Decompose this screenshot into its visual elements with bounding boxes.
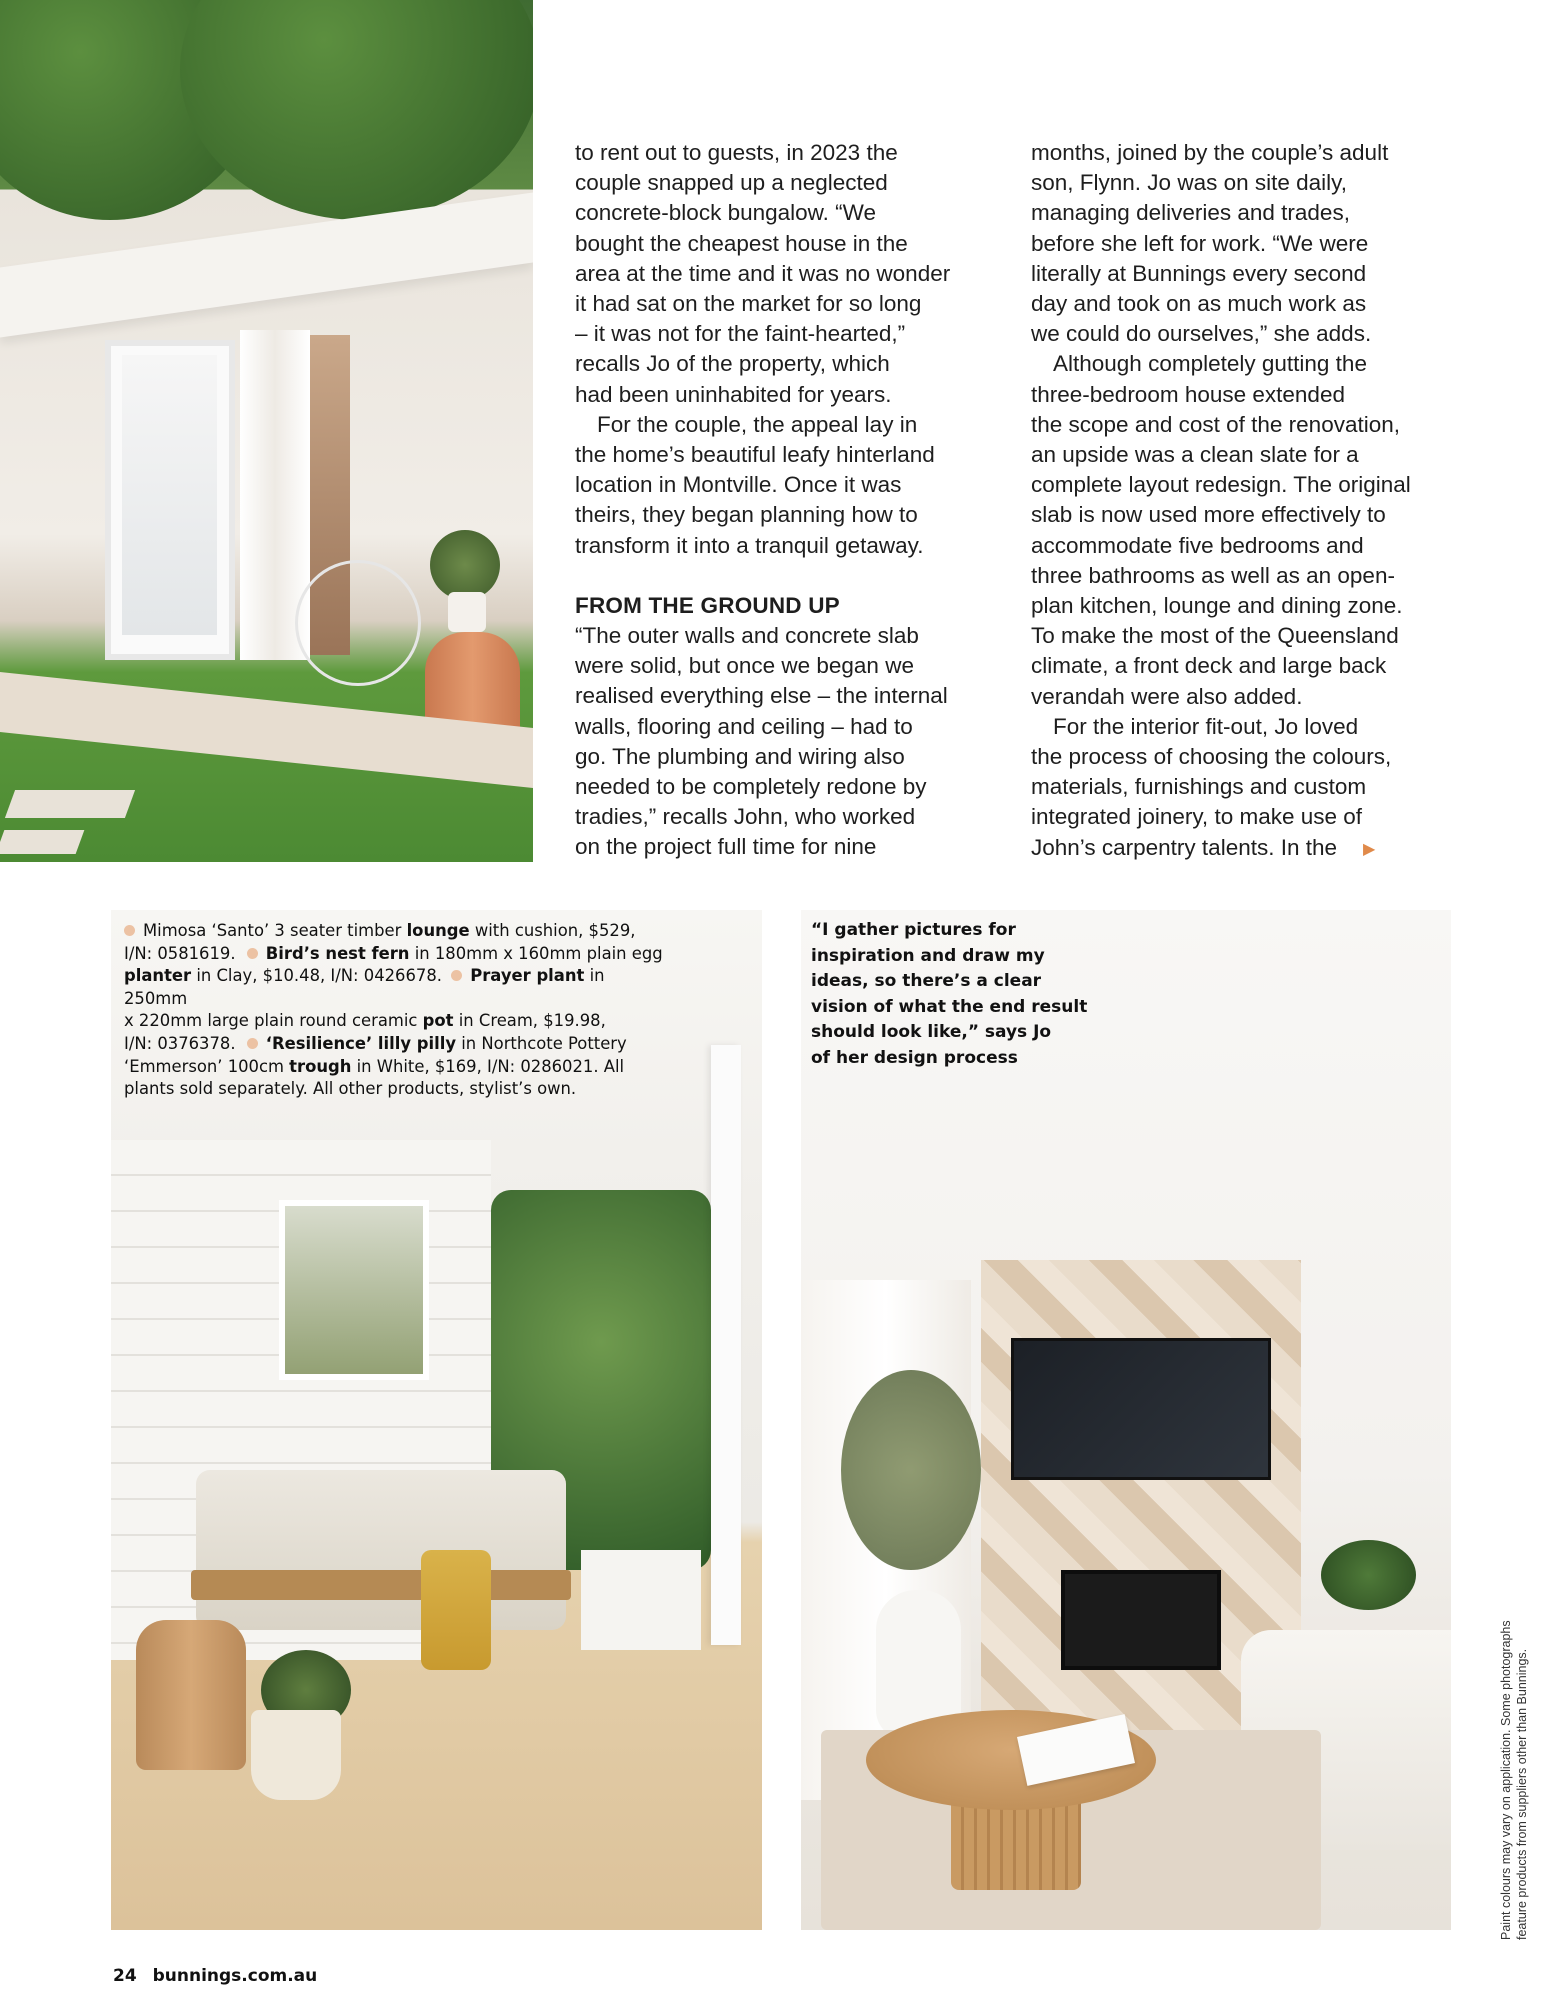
- mustard-throw: [421, 1550, 491, 1670]
- wall-tv: [1011, 1338, 1271, 1480]
- text-line: For the couple, the appeal lay in: [597, 411, 918, 437]
- text-line: concrete-block bungalow. “We: [575, 200, 876, 226]
- house-exterior-photo: [0, 0, 533, 862]
- text-line: materials, furnishings and custom: [1031, 774, 1367, 800]
- article-paragraph: [1031, 349, 1501, 711]
- text-line: Although completely gutting the: [1053, 351, 1367, 377]
- text-line: theirs, they began planning how to: [575, 502, 918, 528]
- text-line: it had sat on the market for so long: [575, 291, 922, 317]
- text-line: three bathrooms as well as an open-: [1031, 562, 1395, 588]
- text-line: to rent out to guests, in 2023 the: [575, 140, 898, 165]
- caption-text: Mimosa ‘Santo’ 3 seater timber: [143, 921, 407, 940]
- page-number: 24: [113, 1966, 137, 1986]
- text-line: location in Montville. Once it was: [575, 472, 902, 498]
- quote-line: vision of what the end result: [811, 996, 1088, 1017]
- fireplace: [1061, 1570, 1221, 1670]
- white-trough: [581, 1550, 701, 1650]
- pot-plant: [1321, 1540, 1416, 1610]
- note-line: feature products from suppliers other than Bunnings.: [1515, 1648, 1529, 1940]
- text-line: literally at Bunnings every second: [1031, 260, 1367, 286]
- caption-text: in Cream, $19.98,: [453, 1011, 606, 1031]
- caption-text: plants sold separately. All other products, stylist’s own.: [124, 1079, 577, 1099]
- text-line: son, Flynn. Jo was on site daily,: [1031, 170, 1347, 196]
- text-line: To make the most of the Queensland: [1031, 623, 1399, 649]
- rubber-plant: [430, 530, 500, 600]
- article-paragraph: [575, 410, 1035, 561]
- caption-product-name: lounge: [406, 921, 470, 940]
- lounge-frame: [191, 1570, 571, 1600]
- text-line: go. The plumbing and wiring also: [575, 743, 905, 769]
- hoop-chair: [295, 560, 421, 686]
- caption-text: x 220mm large plain round ceramic: [124, 1011, 423, 1031]
- text-line: were solid, but once we began we: [575, 653, 914, 679]
- caption-text: with cushion, $529,: [469, 921, 636, 940]
- text-line: slab is now used more effectively to: [1031, 502, 1386, 528]
- text-line: realised everything else – the internal: [575, 683, 948, 709]
- text-line: complete layout redesign. The original: [1031, 472, 1411, 498]
- text-line: months, joined by the couple’s adult: [1031, 140, 1389, 165]
- text-line: tradies,” recalls John, who worked: [575, 804, 916, 830]
- bullet-icon: [451, 970, 462, 981]
- continue-arrow-icon: ▶: [1363, 840, 1376, 858]
- window: [279, 1200, 429, 1380]
- site-url[interactable]: bunnings.com.au: [152, 1966, 318, 1986]
- door-glass: [122, 355, 217, 635]
- article-column-1: [575, 138, 1035, 863]
- text-line: the home’s beautiful leafy hinterland: [575, 442, 935, 468]
- text-line: needed to be completely redone by: [575, 774, 927, 800]
- note-line: Paint colours may vary on application. Some photographs: [1499, 1620, 1513, 1940]
- text-line: integrated joinery, to make use of: [1031, 804, 1363, 830]
- caption-text: I/N: 0581619.: [124, 943, 236, 963]
- caption-product-name: trough: [289, 1056, 352, 1076]
- page-footer: [113, 1966, 327, 1986]
- text-line: on the project full time for nine: [575, 834, 877, 860]
- text-line: – it was not for the faint-hearted,”: [575, 321, 906, 347]
- text-line: the scope and cost of the renovation,: [1031, 411, 1400, 437]
- quote-line: “I gather pictures for: [811, 920, 1016, 940]
- article-column-2: [1031, 138, 1501, 865]
- caption-product-name: Bird’s nest fern: [265, 943, 410, 963]
- stepping-stone: [5, 790, 135, 818]
- text-line: “The outer walls and concrete slab: [575, 623, 919, 649]
- bullet-icon: [247, 948, 258, 959]
- text-line: bought the cheapest house in the: [575, 230, 908, 256]
- caption-product-name: pot: [422, 1011, 454, 1031]
- text-line: transform it into a tranquil getaway.: [575, 532, 924, 558]
- caption-text: in Clay, $10.48, I/N: 0426678.: [191, 966, 442, 986]
- disclaimer-note: [1498, 1580, 1530, 1940]
- product-caption: [124, 920, 664, 1101]
- caption-text: in 250mm: [124, 966, 605, 1008]
- quote-line: should look like,” says Jo: [811, 1022, 1052, 1042]
- caption-product-name: planter: [124, 966, 192, 986]
- text-line: recalls Jo of the property, which: [575, 351, 890, 377]
- bullet-icon: [247, 1038, 258, 1049]
- text-line: the process of choosing the colours,: [1031, 744, 1392, 770]
- caption-text: in White, $169, I/N: 0286021. All: [351, 1056, 625, 1076]
- text-line: an upside was a clean slate for a: [1031, 442, 1359, 468]
- text-line: plan kitchen, lounge and dining zone.: [1031, 593, 1403, 619]
- text-line: before she left for work. “We were: [1031, 230, 1369, 256]
- timber-lounge: [196, 1470, 566, 1630]
- text-line: managing deliveries and trades,: [1031, 200, 1350, 226]
- cream-pot: [251, 1710, 341, 1800]
- text-line: had been uninhabited for years.: [575, 381, 892, 407]
- text-line: three-bedroom house extended: [1031, 381, 1345, 407]
- text-line: verandah were also added.: [1031, 683, 1303, 709]
- quote-line: inspiration and draw my: [811, 945, 1045, 966]
- quote-line: of her design process: [811, 1047, 1018, 1068]
- quote-line: ideas, so there’s a clear: [811, 971, 1042, 991]
- text-line: we could do ourselves,” she adds.: [1031, 321, 1372, 347]
- text-line: day and took on as much work as: [1031, 291, 1367, 317]
- text-line: For the interior fit-out, Jo loved: [1053, 713, 1359, 739]
- article-paragraph: [575, 621, 1035, 863]
- caption-text: in Northcote Pottery: [456, 1033, 627, 1053]
- text-line: accommodate five bedrooms and: [1031, 532, 1364, 558]
- tree-foliage: [180, 0, 533, 220]
- text-line: John’s carpentry talents. In the: [1031, 834, 1338, 860]
- text-line: area at the time and it was no wonder: [575, 260, 951, 286]
- article-paragraph: [575, 138, 1035, 410]
- caption-text: ‘Emmerson’ 100cm: [124, 1056, 290, 1076]
- article-paragraph: [1031, 712, 1501, 865]
- caption-product-name: Prayer plant: [470, 966, 585, 986]
- caption-product-name: ‘Resilience’ lilly pilly: [265, 1033, 457, 1053]
- section-heading: FROM THE GROUND UP: [575, 592, 840, 618]
- article-paragraph: [1031, 138, 1501, 349]
- olive-tree: [841, 1370, 981, 1570]
- text-line: couple snapped up a neglected: [575, 170, 888, 196]
- bullet-icon: [124, 925, 135, 936]
- side-table: [136, 1620, 246, 1770]
- white-pot: [448, 592, 486, 632]
- caption-text: in 180mm x 160mm plain egg: [409, 943, 663, 963]
- stepping-stone: [0, 830, 84, 854]
- caption-text: I/N: 0376378.: [124, 1033, 236, 1053]
- text-line: climate, a front deck and large back: [1031, 653, 1387, 679]
- text-line: walls, flooring and ceiling – had to: [575, 713, 913, 739]
- verandah-post: [711, 1045, 741, 1645]
- pull-quote: [811, 918, 1111, 1071]
